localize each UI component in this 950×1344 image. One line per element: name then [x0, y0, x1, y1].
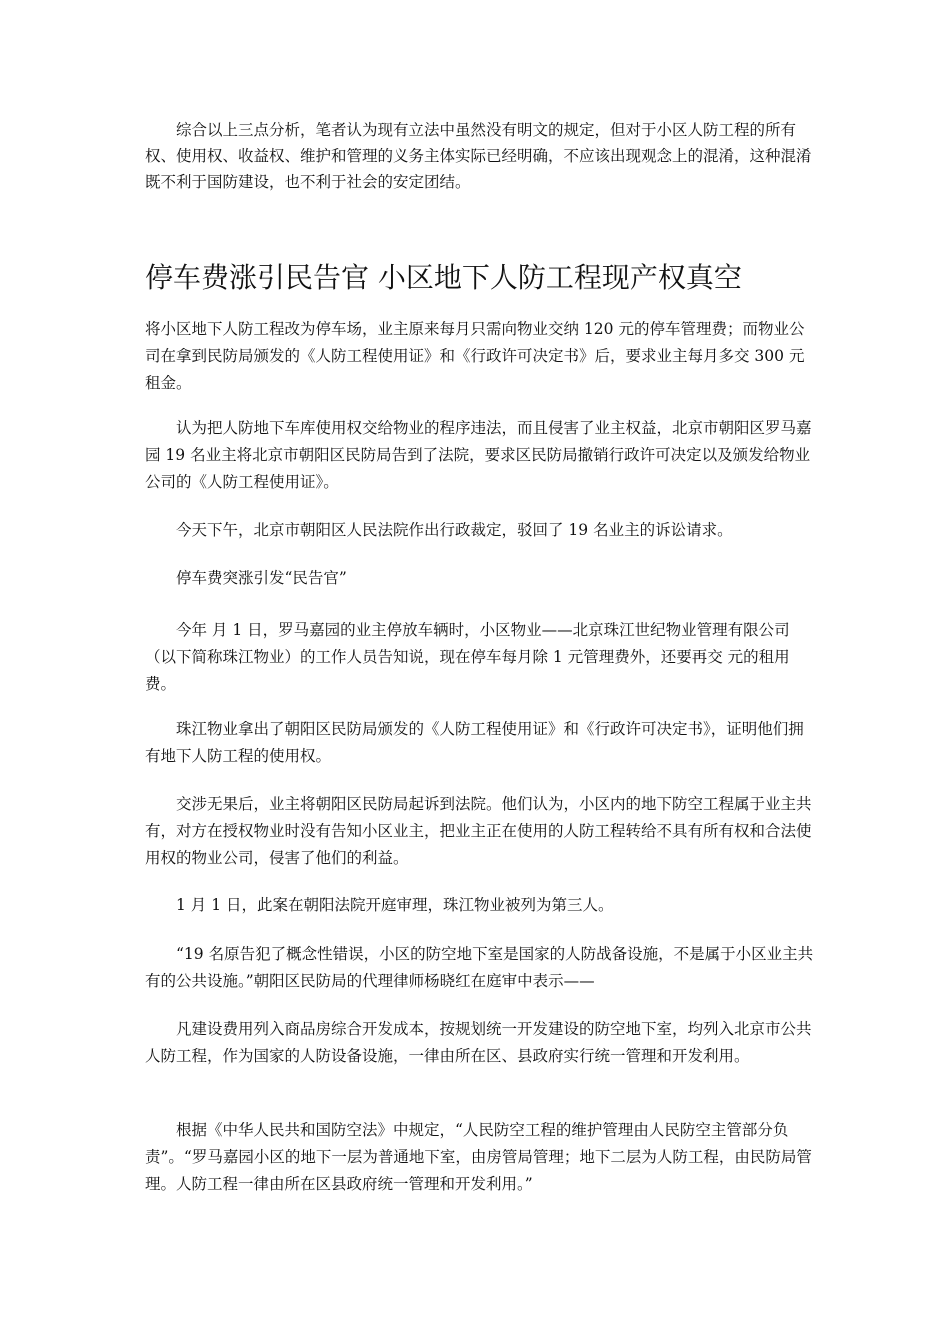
- article-paragraph-11: 根据《中华人民共和国防空法》中规定，“人民防空工程的维护管理由人民防空主管部分负责”。“罗马嘉园小区的地下一层为普通地下室，由房管局管理；地下二层为人防工程，由民防局管理。人防工程一律由所在区县政府统一管理和开发利用。”: [145, 1121, 812, 1193]
- article-title: 停车费涨引民告官 小区地下人防工程现产权真空: [145, 261, 742, 294]
- article-paragraph-3: 今天下午，北京市朝阳区人民法院作出行政裁定，驳回了 19 名业主的诉讼请求。: [176, 521, 733, 539]
- article-paragraph-8: 1 月 1 日，此案在朝阳法院开庭审理，珠江物业被列为第三人。: [176, 896, 614, 914]
- article-paragraph-7: 交涉无果后，业主将朝阳区民防局起诉到法院。他们认为，小区内的地下防空工程属于业主共有，对方在授权物业时没有告知小区业主，把业主正在使用的人防工程转给不具有所有权和合法使用权的物业公司，侵害了他们的利益。: [145, 795, 812, 867]
- article-paragraph-2: 认为把人防地下车库使用权交给物业的程序违法，而且侵害了业主权益，北京市朝阳区罗马嘉园 19 名业主将北京市朝阳区民防局告到了法院，要求区民防局撤销行政许可决定以及颁发给物业公司的《人防工程使用证》。: [145, 419, 812, 491]
- article-paragraph-1: 将小区地下人防工程改为停车场，业主原来每月只需向物业交纳 120 元的停车管理费；而物业公司在拿到民防局颁发的《人防工程使用证》和《行政许可决定书》后，要求业主每月多交 300 元租金。: [145, 320, 805, 392]
- intro-paragraph: 综合以上三点分析，笔者认为现有立法中虽然没有明文的规定，但对于小区人防工程的所有权、使用权、收益权、维护和管理的义务主体实际已经明确，不应该出现观念上的混淆，这种混淆既不利于国防建设，也不利于社会的安定团结。: [145, 121, 812, 191]
- article-paragraph-5: 今年 月 1 日，罗马嘉园的业主停放车辆时，小区物业——北京珠江世纪物业管理有限公司（以下简称珠江物业）的工作人员告知说，现在停车每月除 1 元管理费外，还要再交 元的租用费。: [145, 621, 790, 693]
- article-subheading: 停车费突涨引发“民告官”: [176, 569, 347, 587]
- article-paragraph-9: “19 名原告犯了概念性错误，小区的防空地下室是国家的人防战备设施，不是属于小区业主共有的公共设施。”朝阳区民防局的代理律师杨晓红在庭审中表示——: [145, 945, 814, 990]
- article-paragraph-10: 凡建设费用列入商品房综合开发成本，按规划统一开发建设的防空地下室，均列入北京市公共人防工程，作为国家的人防设备设施，一律由所在区、县政府实行统一管理和开发利用。: [145, 1020, 812, 1065]
- article-paragraph-6: 珠江物业拿出了朝阳区民防局颁发的《人防工程使用证》和《行政许可决定书》，证明他们拥有地下人防工程的使用权。: [145, 720, 804, 765]
